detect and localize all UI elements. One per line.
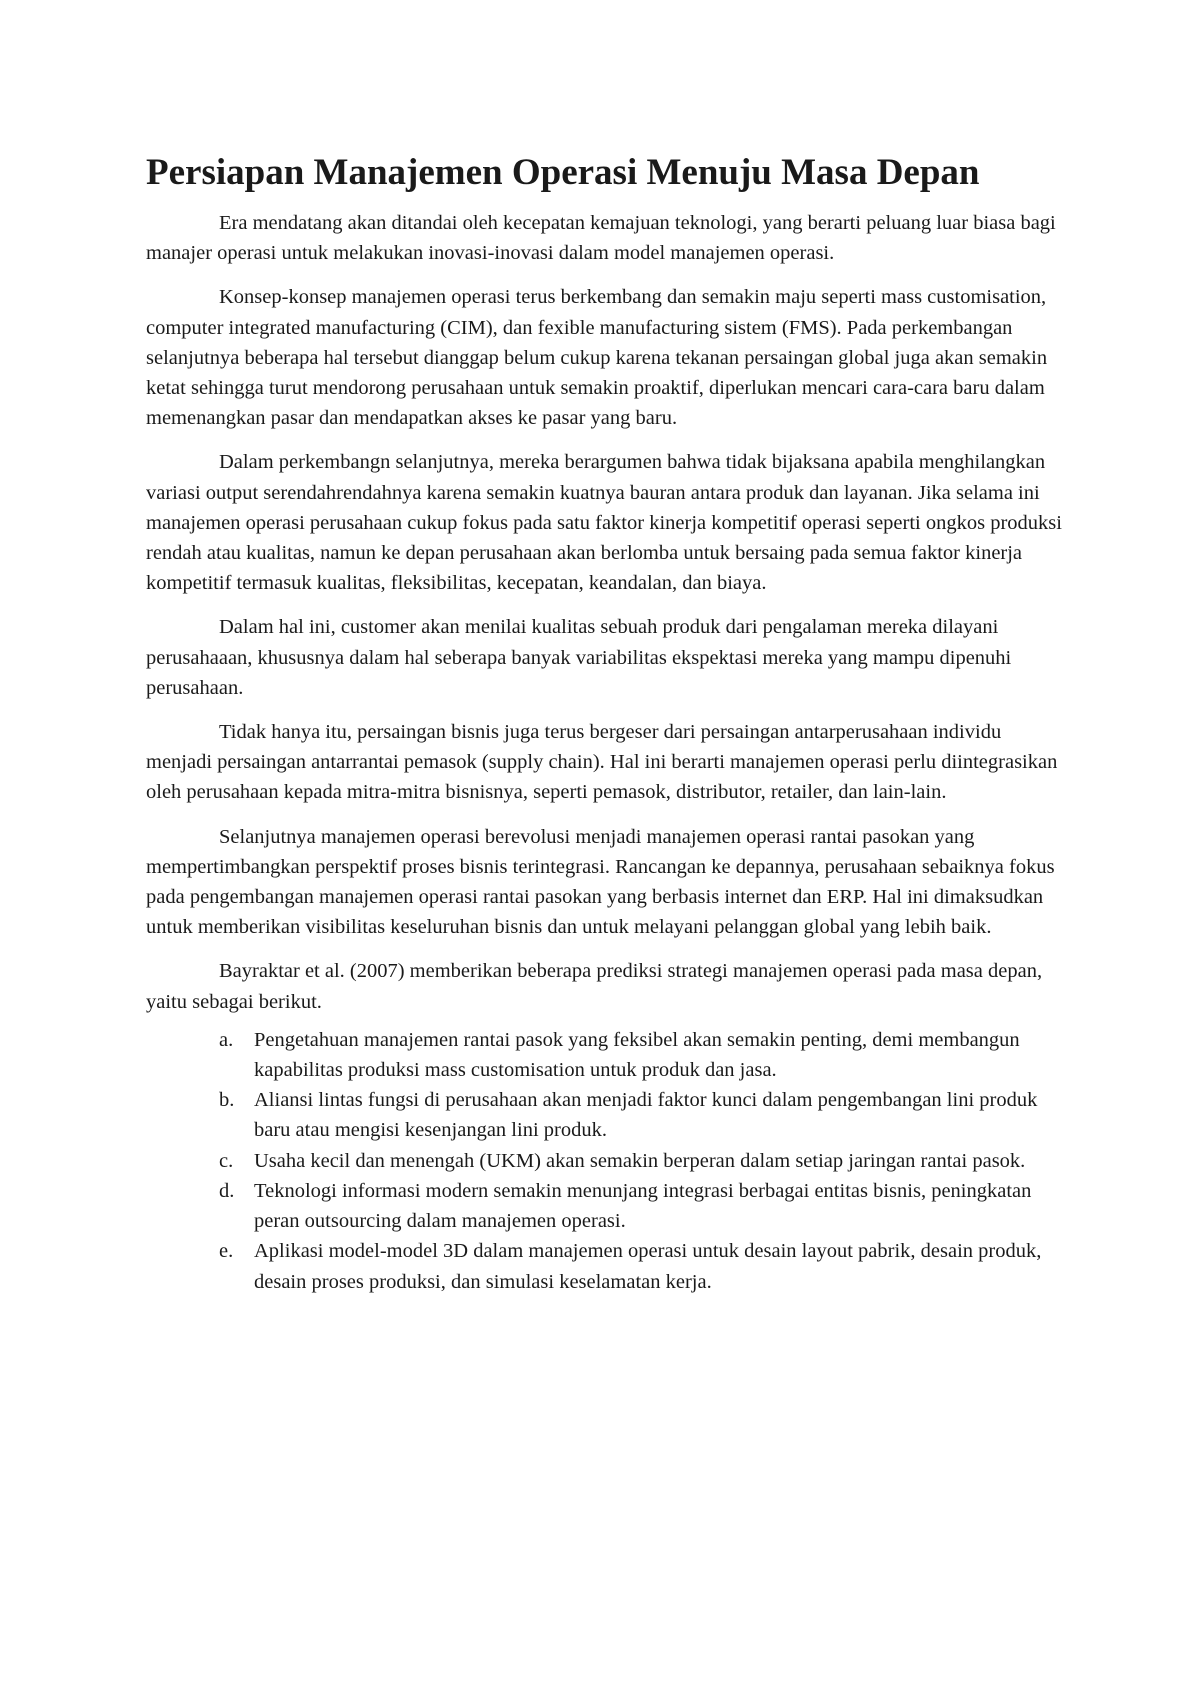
paragraph-customer: Dalam hal ini, customer akan menilai kualitas sebuah produk dari pengalaman mereka dilayani perusahaaan, khususnya dalam hal seberapa banyak variabilitas ekspektasi mereka yang mampu dipenuhi perusahaan. xyxy=(146,616,1012,699)
list-item xyxy=(146,1085,1066,1145)
document-page xyxy=(146,150,1066,1297)
list-item-text: Aplikasi model-model 3D dalam manajemen operasi untuk desain layout pabrik, desain produk, desain proses produksi, dan simulasi keselamatan kerja. xyxy=(254,1240,1042,1293)
paragraph-perkembangan: Dalam perkembangn selanjutnya, mereka berargumen bahwa tidak bijaksana apabila menghilangkan variasi output serendahrendahnya karena semakin kuatnya bauran antara produk dan layanan. Jika selama ini manajemen operasi perusahaan cukup fokus pada satu faktor kinerja kompetitif operasi seperti ongkos produksi rendah atau kualitas, namun ke depan perusahaan akan berlomba untuk bersaing pada semua faktor kinerja kompetitif termasuk kualitas, fleksibilitas, kecepatan, keandalan, dan biaya. xyxy=(146,451,1062,595)
list-marker: a. xyxy=(219,1028,234,1051)
paragraph-konsep: Konsep-konsep manajemen operasi terus berkembang dan semakin maju seperti mass customisation, computer integrated manufacturing (CIM), dan fexible manufacturing sistem (FMS). Pada perkembangan selanjutnya beberapa hal tersebut dianggap belum cukup karena tekanan persaingan global juga akan semakin ketat sehingga turut mendorong perusahaan untuk semakin proaktif, diperlukan mencari cara-cara baru dalam memenangkan pasar dan mendapatkan akses ke pasar yang baru. xyxy=(146,286,1048,430)
document-title: Persiapan Manajemen Operasi Menuju Masa Depan xyxy=(146,152,980,193)
list-item-text: Pengetahuan manajemen rantai pasok yang feksibel akan semakin penting, demi membangun kapabilitas produksi mass customisation untuk produk dan jasa. xyxy=(254,1028,1020,1082)
list-item xyxy=(146,1025,1066,1085)
list-item-text: Usaha kecil dan menengah (UKM) akan semakin berperan dalam setiap jaringan rantai pasok. xyxy=(254,1149,1026,1172)
paragraph-evolusi: Selanjutnya manajemen operasi berevolusi menjadi manajemen operasi rantai pasokan yang mempertimbangkan perspektif proses bisnis terintegrasi. Rancangan ke depannya, perusahaan sebaiknya fokus pada pengembangan manajemen operasi rantai pasokan yang berbasis internet dan ERP. Hal ini dimaksudkan untuk memberikan visibilitas keseluruhan bisnis dan untuk melayani pelanggan global yang lebih baik. xyxy=(146,825,1055,939)
list-item-text: Teknologi informasi modern semakin menunjang integrasi berbagai entitas bisnis, peningkatan peran outsourcing dalam manajemen operasi. xyxy=(254,1179,1032,1233)
list-item xyxy=(146,1146,1066,1176)
list-marker: d. xyxy=(219,1179,235,1202)
paragraph-bayraktar: Bayraktar et al. (2007) memberikan beberapa prediksi strategi manajemen operasi pada masa depan, yaitu sebagai berikut. xyxy=(146,960,1043,1013)
list-marker: b. xyxy=(219,1089,235,1112)
list-item xyxy=(146,1236,1066,1296)
prediction-list xyxy=(146,1025,1066,1297)
list-marker: c. xyxy=(219,1149,234,1172)
list-item-text: Aliansi lintas fungsi di perusahaan akan menjadi faktor kunci dalam pengembangan lini produk baru atau mengisi kesenjangan lini produk. xyxy=(254,1089,1038,1142)
list-item xyxy=(146,1176,1066,1236)
paragraph-era-mendatang: Era mendatang akan ditandai oleh kecepatan kemajuan teknologi, yang berarti peluang luar biasa bagi manajer operasi untuk melakukan inovasi-inovasi dalam model manajemen operasi. xyxy=(146,212,1056,265)
list-marker: e. xyxy=(219,1240,234,1263)
paragraph-persaingan-bisnis: Tidak hanya itu, persaingan bisnis juga terus bergeser dari persaingan antarperusahaan individu menjadi persaingan antarrantai pemasok (supply chain). Hal ini berarti manajemen operasi perlu diintegrasikan oleh perusahaan kepada mitra-mitra bisnisnya, seperti pemasok, distributor, retailer, dan lain-lain. xyxy=(146,721,1058,804)
